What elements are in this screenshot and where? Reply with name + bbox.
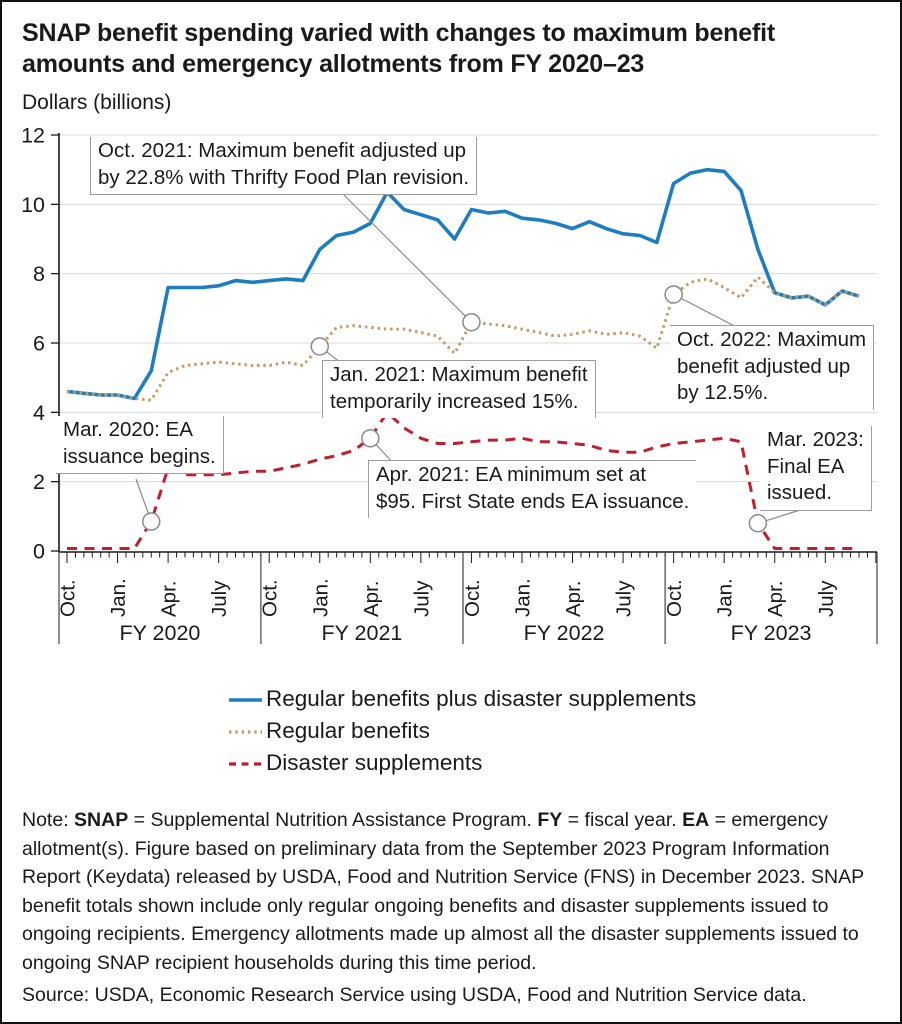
svg-text:July: July <box>814 580 838 617</box>
legend-label: Regular benefits <box>266 718 430 743</box>
svg-text:8: 8 <box>33 262 45 287</box>
source-text: Source: USDA, Economic Research Service using USDA, Food and Nutrition Service data. <box>22 984 807 1006</box>
svg-text:Oct.: Oct. <box>460 579 484 617</box>
annotation-apr-2021: Apr. 2021: EA minimum set at $95. First State ends EA issuance. <box>368 460 696 518</box>
svg-text:10: 10 <box>21 192 45 217</box>
svg-text:6: 6 <box>33 331 45 356</box>
svg-text:12: 12 <box>21 123 45 148</box>
chart-title: SNAP benefit spending varied with changes to maximum benefit amounts and emergency allotments from FY 2020–23 <box>22 19 775 78</box>
svg-text:Oct.: Oct. <box>56 579 80 617</box>
y-axis-title: Dollars (billions) <box>22 91 172 114</box>
svg-text:FY 2021: FY 2021 <box>321 621 403 645</box>
svg-text:Apr.: Apr. <box>359 580 383 617</box>
annotation-oct-2022: Oct. 2022: Maximum benefit adjusted up by 12.5%. <box>670 325 874 410</box>
svg-text:Jan.: Jan. <box>107 578 131 617</box>
svg-text:Apr.: Apr. <box>157 580 181 617</box>
svg-text:FY 2022: FY 2022 <box>523 621 605 645</box>
annotation-mar-2020: Mar. 2020: EA issuance begins. <box>56 416 224 474</box>
note-text: Note: SNAP = Supplemental Nutrition Assistance Program. FY = fiscal year. EA = emergency allotment(s). Figure based on preliminary data from the September 2023 Program Information Report (Keydata) released by USDA, Food and Nutrition Service (FNS) in December 2023. SNAP benefit totals shown include only regular ongoing benefits and disaster supplements issued to ongoing recipients. Emergency allotments made up almost all the disaster supplements issued to ongoing SNAP recipient households during this time period. <box>22 809 864 974</box>
svg-text:FY 2020: FY 2020 <box>119 621 201 645</box>
legend-label: Disaster supplements <box>266 750 483 775</box>
svg-text:July: July <box>410 580 434 617</box>
svg-text:Oct.: Oct. <box>258 579 282 617</box>
svg-text:2: 2 <box>33 470 45 495</box>
dashed-line-swatch <box>228 757 266 769</box>
svg-text:Apr.: Apr. <box>562 580 586 617</box>
svg-text:Oct.: Oct. <box>663 579 687 617</box>
annotation-oct-2021: Oct. 2021: Maximum benefit adjusted up by 22.8% with Thrifty Food Plan revision. <box>90 137 477 195</box>
svg-text:Jan.: Jan. <box>309 578 333 617</box>
svg-text:Jan.: Jan. <box>713 578 737 617</box>
svg-text:Jan.: Jan. <box>511 578 535 617</box>
svg-text:Apr.: Apr. <box>764 580 788 617</box>
svg-text:4: 4 <box>33 400 45 425</box>
svg-text:July: July <box>208 580 232 617</box>
legend-label: Regular benefits plus disaster supplements <box>266 686 697 711</box>
svg-text:July: July <box>612 580 636 617</box>
svg-text:FY 2023: FY 2023 <box>730 621 812 645</box>
svg-text:0: 0 <box>33 539 45 564</box>
legend-item-total <box>228 686 900 712</box>
dotted-line-swatch <box>228 725 266 737</box>
legend-item-regular <box>228 718 900 744</box>
solid-line-swatch <box>228 693 266 705</box>
annotation-jan-2021: Jan. 2021: Maximum benefit temporarily increased 15%. <box>322 360 596 418</box>
annotation-mar-2023: Mar. 2023: Final EA issued. <box>760 426 872 511</box>
line-chart <box>2 115 902 660</box>
legend-item-disaster <box>228 750 900 776</box>
legend <box>228 686 900 776</box>
